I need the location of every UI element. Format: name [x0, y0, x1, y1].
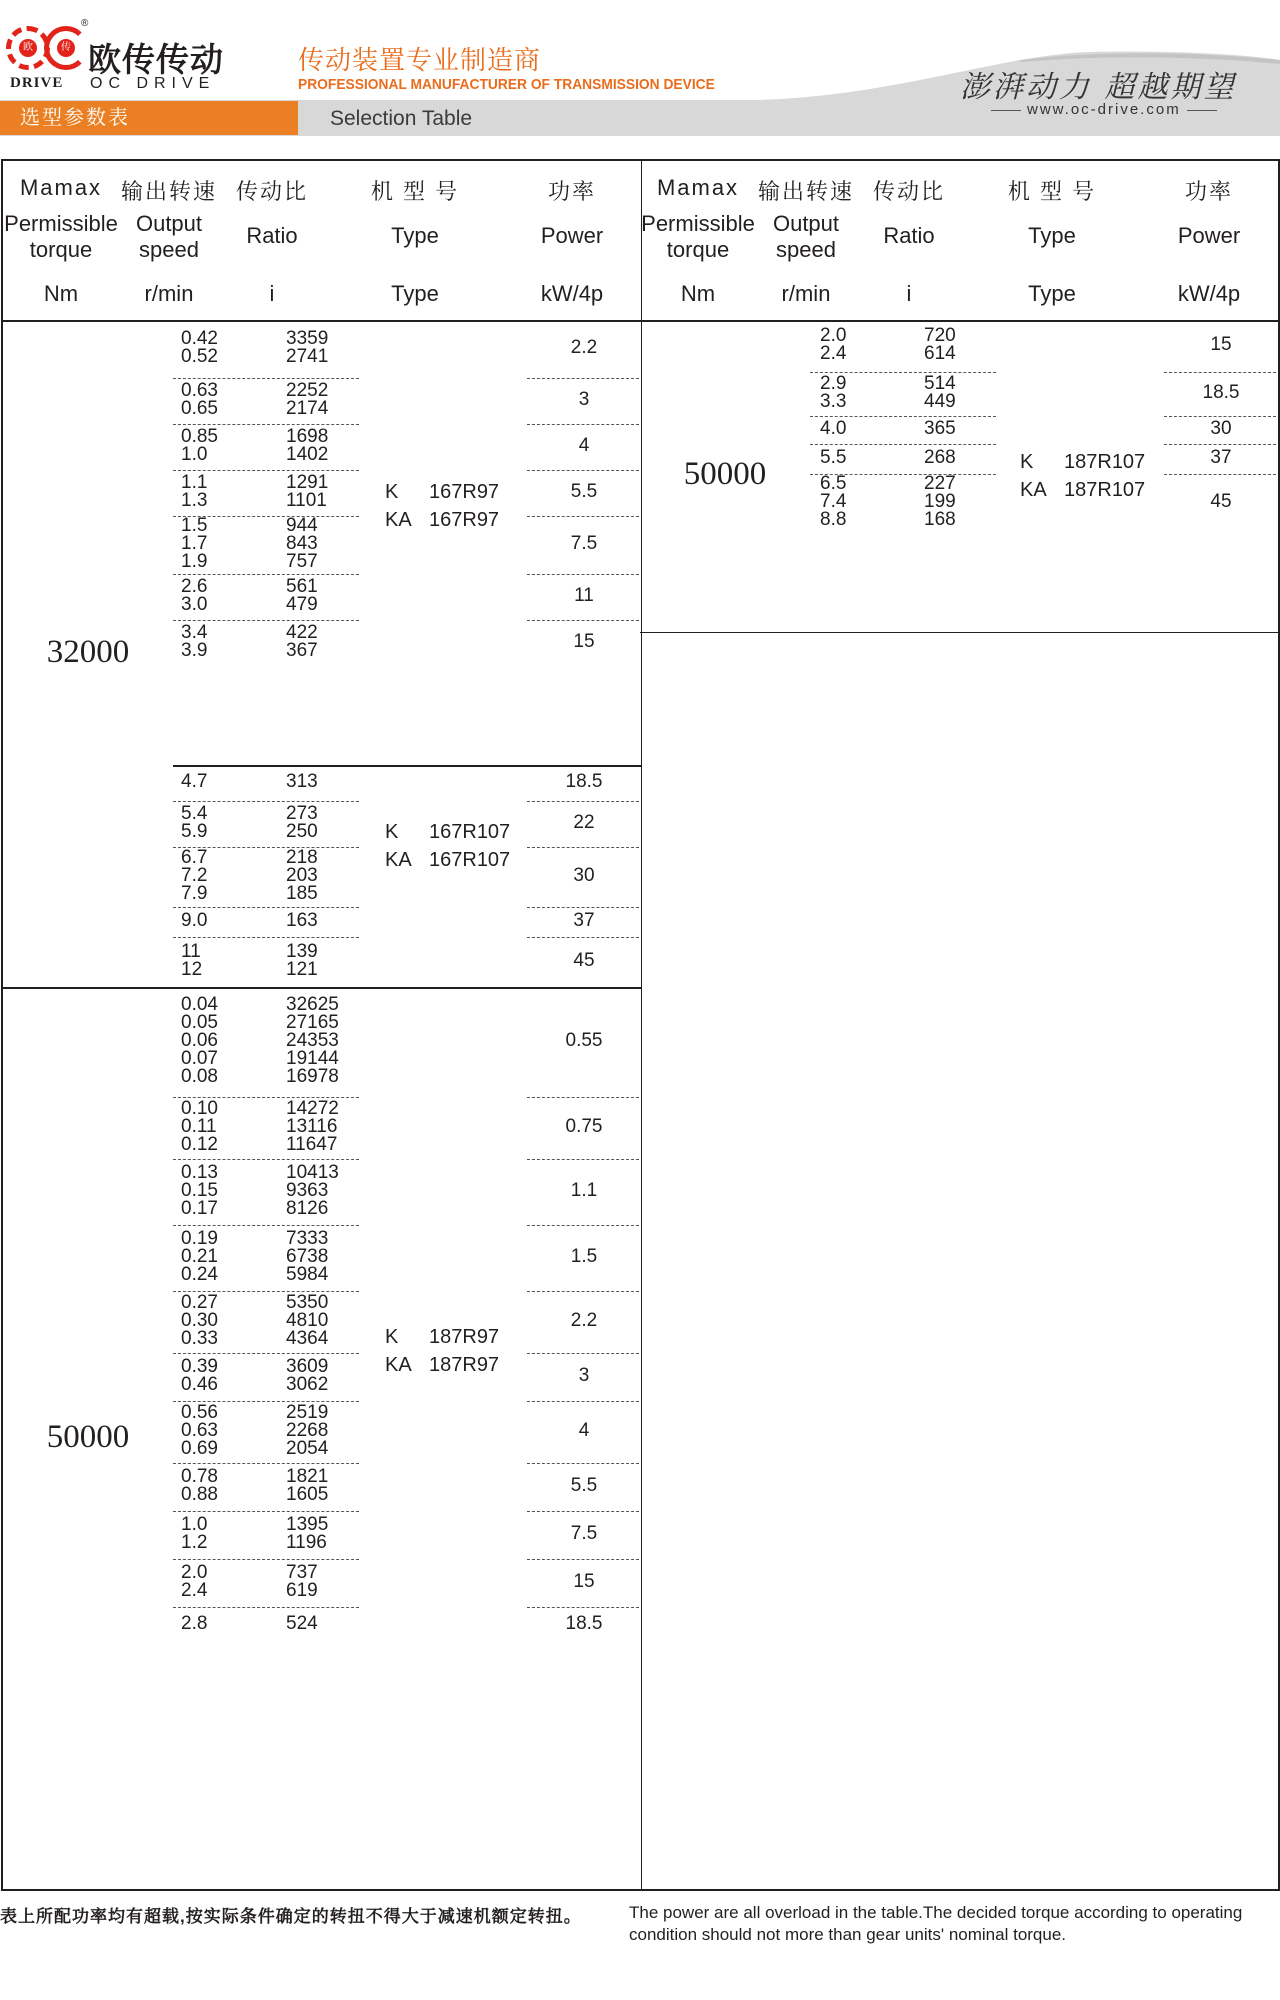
column-unit: kW/4p [540, 281, 604, 306]
output-speed: 0.63 [181, 1420, 218, 1441]
type-model-ka: 187R107 [1064, 479, 1146, 501]
row-divider [1164, 416, 1276, 417]
output-speed: 0.11 [181, 1116, 217, 1137]
row-divider [527, 937, 639, 938]
ratio-value: 2268 [286, 1420, 329, 1441]
output-speed: 12 [181, 959, 203, 980]
ratio-value: 27165 [286, 1012, 339, 1033]
torque-value: 50000 [683, 456, 767, 492]
output-speed: 2.0 [820, 325, 847, 346]
section-tab-english: Selection Table [330, 107, 473, 130]
output-speed: 7.4 [820, 491, 847, 512]
output-speed: 0.07 [181, 1048, 218, 1069]
logo-english-left: DRIVE [10, 75, 64, 91]
group-divider [3, 987, 641, 989]
output-speed: 1.0 [181, 444, 208, 465]
column-title-cn: 输出转速 [120, 179, 217, 204]
ratio-value: 24353 [286, 1030, 339, 1051]
selection-table-left [1, 159, 642, 1891]
output-speed: 5.5 [820, 447, 847, 468]
ratio-value: 1196 [286, 1532, 327, 1553]
row-divider [173, 1353, 359, 1354]
power-value: 22 [573, 812, 595, 833]
power-value: 45 [573, 950, 595, 971]
output-speed: 8.8 [820, 509, 847, 530]
ratio-value: 619 [286, 1580, 318, 1601]
ratio-value: 449 [924, 391, 956, 412]
column-title-en: Output [772, 211, 840, 236]
ratio-value: 1402 [286, 444, 329, 465]
ratio-value: 4810 [286, 1310, 329, 1331]
row-divider [173, 907, 359, 908]
ratio-value: 422 [286, 622, 318, 643]
slogan-chinese: 传动装置专业制造商 [298, 45, 542, 75]
output-speed: 2.4 [820, 343, 847, 364]
column-header-ratio [856, 161, 962, 320]
column-title-cn: 传动比 [872, 179, 945, 204]
output-speed: 6.5 [820, 473, 847, 494]
column-unit: Type [1028, 281, 1076, 306]
column-title-cn: Mamax [19, 175, 103, 200]
output-speed: 1.7 [181, 533, 208, 554]
ratio-value: 5984 [286, 1264, 329, 1285]
column-title-cn: 传动比 [235, 179, 308, 204]
ratio-value: 367 [286, 640, 318, 661]
row-divider [173, 470, 359, 471]
power-value: 7.5 [570, 1523, 598, 1544]
power-value: 4 [578, 1420, 590, 1441]
column-title-en: Permissible [641, 211, 755, 236]
ratio-value: 14272 [286, 1098, 339, 1119]
output-speed: 0.06 [181, 1030, 218, 1051]
output-speed: 0.15 [181, 1180, 218, 1201]
power-value: 18.5 [565, 771, 603, 792]
power-value: 18.5 [1202, 382, 1240, 403]
output-speed: 6.7 [181, 847, 208, 868]
row-divider [173, 378, 359, 379]
output-speed: 5.9 [181, 821, 208, 842]
column-unit: Type [391, 281, 439, 306]
output-speed: 1.9 [181, 551, 208, 572]
column-header-power [1142, 161, 1276, 320]
row-divider [173, 801, 359, 802]
row-divider [173, 1511, 359, 1512]
ratio-value: 121 [286, 959, 318, 980]
company-logo [4, 18, 224, 98]
column-title-en: Power [1177, 223, 1241, 248]
column-title-en: Ratio [246, 223, 298, 248]
output-speed: 0.63 [181, 380, 218, 401]
ratio-value: 168 [924, 509, 956, 530]
output-speed: 9.0 [181, 910, 208, 931]
row-divider [1164, 372, 1276, 373]
ratio-value: 365 [924, 418, 956, 439]
ratio-value: 203 [286, 865, 318, 886]
output-speed: 3.4 [181, 622, 208, 643]
power-value: 3 [578, 389, 590, 410]
output-speed: 2.6 [181, 576, 208, 597]
type-prefix-ka: KA [385, 509, 412, 531]
output-speed: 4.0 [820, 418, 847, 439]
power-value: 1.5 [570, 1246, 598, 1267]
output-speed: 0.24 [181, 1264, 218, 1285]
row-divider [527, 847, 639, 848]
slogan-english: PROFESSIONAL MANUFACTURER OF TRANSMISSION DEVICE [298, 76, 715, 93]
footnote-chinese: 表上所配功率均有超载,按实际条件确定的转扭不得大于减速机额定转扭。 [0, 1907, 582, 1926]
column-title-cn: 功率 [1184, 179, 1233, 204]
row-divider [527, 1291, 639, 1292]
logo-chinese-name: 欧传传动 [88, 41, 224, 78]
column-title-cn: Mamax [656, 175, 740, 200]
column-unit: r/min [781, 281, 831, 306]
output-speed: 7.2 [181, 865, 208, 886]
ratio-value: 2174 [286, 398, 329, 419]
column-title-en: Permissible [4, 211, 118, 236]
column-title-cn: 机 型 号 [370, 179, 460, 204]
type-prefix-ka: KA [385, 1354, 412, 1376]
power-value: 1.1 [570, 1180, 598, 1201]
type-model-k: 187R97 [429, 1326, 500, 1348]
column-title-en: torque [666, 237, 730, 262]
ratio-value: 3062 [286, 1374, 329, 1395]
output-speed: 2.9 [820, 373, 847, 394]
type-model-ka: 167R97 [429, 509, 500, 531]
ratio-value: 1101 [286, 490, 327, 511]
output-speed: 1.0 [181, 1514, 208, 1535]
power-value: 2.2 [570, 1310, 598, 1331]
power-value: 3 [578, 1365, 590, 1386]
column-unit: i [906, 281, 912, 306]
column-header-torque [3, 161, 119, 320]
output-speed: 0.17 [181, 1198, 218, 1219]
footnote-english: The power are all overload in the table.The decided torque according to operating condition should not more than gear units' nominal torque. [629, 1903, 1243, 1944]
output-speed: 1.5 [181, 515, 208, 536]
ratio-value: 10413 [286, 1162, 339, 1183]
column-header-type [962, 161, 1142, 320]
output-speed: 3.3 [820, 391, 847, 412]
output-speed: 0.78 [181, 1466, 218, 1487]
column-title-en: Power [540, 223, 604, 248]
torque-value: 32000 [46, 633, 130, 670]
ratio-value: 5350 [286, 1292, 329, 1313]
power-value: 0.55 [565, 1030, 603, 1051]
column-title-en: Type [1028, 223, 1076, 248]
ratio-value: 32625 [286, 994, 339, 1015]
row-divider [527, 1097, 639, 1098]
output-speed: 3.9 [181, 640, 208, 661]
ratio-value: 561 [286, 576, 318, 597]
power-value: 5.5 [570, 481, 598, 502]
ratio-value: 218 [286, 847, 318, 868]
column-unit: i [269, 281, 275, 306]
column-title-cn: 功率 [547, 179, 596, 204]
row-divider [173, 1607, 359, 1608]
column-header-ratio [219, 161, 325, 320]
output-speed: 0.65 [181, 398, 218, 419]
ratio-value: 268 [924, 447, 956, 468]
row-divider [527, 620, 639, 621]
output-speed: 2.4 [181, 1580, 208, 1601]
output-speed: 4.7 [181, 771, 208, 792]
row-divider [810, 416, 996, 417]
output-speed: 7.9 [181, 883, 208, 904]
output-speed: 0.46 [181, 1374, 218, 1395]
power-value: 30 [1210, 418, 1232, 439]
power-value: 15 [573, 1571, 595, 1592]
group-divider [173, 765, 641, 767]
row-divider [527, 378, 639, 379]
output-speed: 0.39 [181, 1356, 218, 1377]
output-speed: 0.85 [181, 426, 218, 447]
power-value: 4 [578, 435, 590, 456]
row-divider [527, 1401, 639, 1402]
power-value: 11 [574, 585, 594, 606]
ratio-value: 185 [286, 883, 318, 904]
row-divider [527, 1559, 639, 1560]
power-value: 2.2 [570, 337, 598, 358]
type-prefix-k: K [385, 481, 399, 503]
output-speed: 2.8 [181, 1613, 208, 1634]
output-speed: 2.0 [181, 1562, 208, 1583]
ratio-value: 1698 [286, 426, 329, 447]
row-divider [810, 444, 996, 445]
type-prefix-k: K [385, 821, 399, 843]
row-divider [173, 1463, 359, 1464]
column-title-en: Ratio [883, 223, 935, 248]
ratio-value: 4364 [286, 1328, 329, 1349]
column-title-en: speed [776, 237, 836, 262]
ratio-value: 944 [286, 515, 318, 536]
type-prefix-k: K [385, 1326, 399, 1348]
ratio-value: 1395 [286, 1514, 329, 1535]
ratio-value: 479 [286, 594, 318, 615]
ratio-value: 250 [286, 821, 318, 842]
output-speed: 0.08 [181, 1066, 218, 1087]
output-speed: 0.33 [181, 1328, 218, 1349]
ratio-value: 1821 [286, 1466, 329, 1487]
ratio-value: 843 [286, 533, 318, 554]
ratio-value: 19144 [286, 1048, 339, 1069]
website-url[interactable]: www.oc-drive.com [985, 101, 1223, 118]
output-speed: 0.88 [181, 1484, 218, 1505]
output-speed: 11 [181, 941, 201, 962]
ratio-value: 3359 [286, 328, 329, 349]
row-divider [173, 1225, 359, 1226]
company-motto: 澎湃动力 超越期望 [960, 70, 1237, 105]
ratio-value: 2054 [286, 1438, 329, 1459]
output-speed: 0.69 [181, 1438, 218, 1459]
power-value: 37 [573, 910, 595, 931]
column-header-speed [756, 161, 856, 320]
ratio-value: 313 [286, 771, 318, 792]
ratio-value: 7333 [286, 1228, 329, 1249]
row-divider [527, 1607, 639, 1608]
power-value: 45 [1210, 491, 1232, 512]
output-speed: 0.27 [181, 1292, 218, 1313]
column-header-power [505, 161, 639, 320]
row-divider [527, 1511, 639, 1512]
output-speed: 1.3 [181, 490, 208, 511]
table-header [640, 161, 1278, 322]
ratio-value: 2519 [286, 1402, 329, 1423]
row-divider [173, 424, 359, 425]
logo-c-icon: 传 [44, 26, 88, 70]
output-speed: 0.42 [181, 328, 218, 349]
ratio-value: 227 [924, 473, 956, 494]
ratio-value: 199 [924, 491, 956, 512]
power-value: 30 [573, 865, 595, 886]
page-header [0, 0, 1280, 140]
row-divider [527, 907, 639, 908]
logo-english-right: OC DRIVE [90, 75, 216, 92]
selection-table-right [640, 159, 1280, 1891]
column-title-en: Output [135, 211, 203, 236]
row-divider [173, 1159, 359, 1160]
ratio-value: 163 [286, 910, 318, 931]
ratio-value: 13116 [286, 1116, 338, 1137]
ratio-value: 16978 [286, 1066, 339, 1087]
output-speed: 0.56 [181, 1402, 218, 1423]
column-unit: r/min [144, 281, 194, 306]
ratio-value: 273 [286, 803, 318, 824]
row-divider [527, 1159, 639, 1160]
column-title-en: Type [391, 223, 439, 248]
output-speed: 1.1 [181, 472, 208, 493]
ratio-value: 737 [286, 1562, 318, 1583]
column-unit: Nm [43, 281, 79, 306]
row-divider [1164, 474, 1276, 475]
power-value: 0.75 [565, 1116, 603, 1137]
column-header-type [325, 161, 505, 320]
logo-gear-icon: 欧 [6, 26, 50, 70]
ratio-value: 1291 [286, 472, 329, 493]
ratio-value: 9363 [286, 1180, 329, 1201]
type-model-ka: 167R107 [429, 849, 511, 871]
ratio-value: 614 [924, 343, 956, 364]
power-value: 5.5 [570, 1475, 598, 1496]
row-divider [173, 574, 359, 575]
output-speed: 3.0 [181, 594, 208, 615]
column-title-cn: 机 型 号 [1007, 179, 1097, 204]
power-value: 15 [1210, 334, 1232, 355]
type-prefix-k: K [1020, 451, 1034, 473]
ratio-value: 139 [286, 941, 318, 962]
row-divider [173, 1559, 359, 1560]
type-prefix-ka: KA [385, 849, 412, 871]
power-value: 37 [1210, 447, 1232, 468]
row-divider [1164, 444, 1276, 445]
column-title-en: torque [29, 237, 93, 262]
ratio-value: 6738 [286, 1246, 329, 1267]
row-divider [173, 937, 359, 938]
row-divider [527, 1353, 639, 1354]
type-model-k: 167R97 [429, 481, 500, 503]
power-value: 18.5 [565, 1613, 603, 1634]
row-divider [527, 424, 639, 425]
type-model-ka: 187R97 [429, 1354, 500, 1376]
output-speed: 0.52 [181, 346, 218, 367]
column-header-torque [640, 161, 756, 320]
power-value: 7.5 [570, 533, 598, 554]
row-divider [527, 801, 639, 802]
row-divider [527, 574, 639, 575]
group-divider [640, 632, 1278, 633]
row-divider [527, 1225, 639, 1226]
ratio-value: 1605 [286, 1484, 329, 1505]
torque-value: 50000 [46, 1418, 130, 1455]
ratio-value: 3609 [286, 1356, 329, 1377]
ratio-value: 2252 [286, 380, 329, 401]
output-speed: 0.05 [181, 1012, 218, 1033]
registered-mark: ® [81, 18, 89, 29]
row-divider [527, 470, 639, 471]
output-speed: 1.2 [181, 1532, 208, 1553]
output-speed: 0.12 [181, 1134, 218, 1155]
ratio-value: 514 [924, 373, 956, 394]
output-speed: 0.13 [181, 1162, 218, 1183]
section-tab-chinese: 选型参数表 [0, 101, 298, 135]
table-header [3, 161, 641, 322]
column-title-en: speed [139, 237, 199, 262]
ratio-value: 524 [286, 1613, 318, 1634]
column-unit: Nm [680, 281, 716, 306]
type-model-k: 167R107 [429, 821, 511, 843]
ratio-value: 2741 [286, 346, 329, 367]
row-divider [527, 1463, 639, 1464]
type-prefix-ka: KA [1020, 479, 1047, 501]
row-divider [173, 620, 359, 621]
type-model-k: 187R107 [1064, 451, 1146, 473]
ratio-value: 757 [286, 551, 318, 572]
output-speed: 0.30 [181, 1310, 218, 1331]
column-unit: kW/4p [1177, 281, 1241, 306]
output-speed: 0.19 [181, 1228, 218, 1249]
ratio-value: 11647 [286, 1134, 338, 1155]
output-speed: 0.10 [181, 1098, 218, 1119]
ratio-value: 8126 [286, 1198, 329, 1219]
output-speed: 0.21 [181, 1246, 218, 1267]
output-speed: 5.4 [181, 803, 208, 824]
row-divider [527, 516, 639, 517]
ratio-value: 720 [924, 325, 956, 346]
output-speed: 0.04 [181, 994, 218, 1015]
column-title-cn: 输出转速 [757, 179, 854, 204]
column-header-speed [119, 161, 219, 320]
power-value: 15 [573, 631, 595, 652]
